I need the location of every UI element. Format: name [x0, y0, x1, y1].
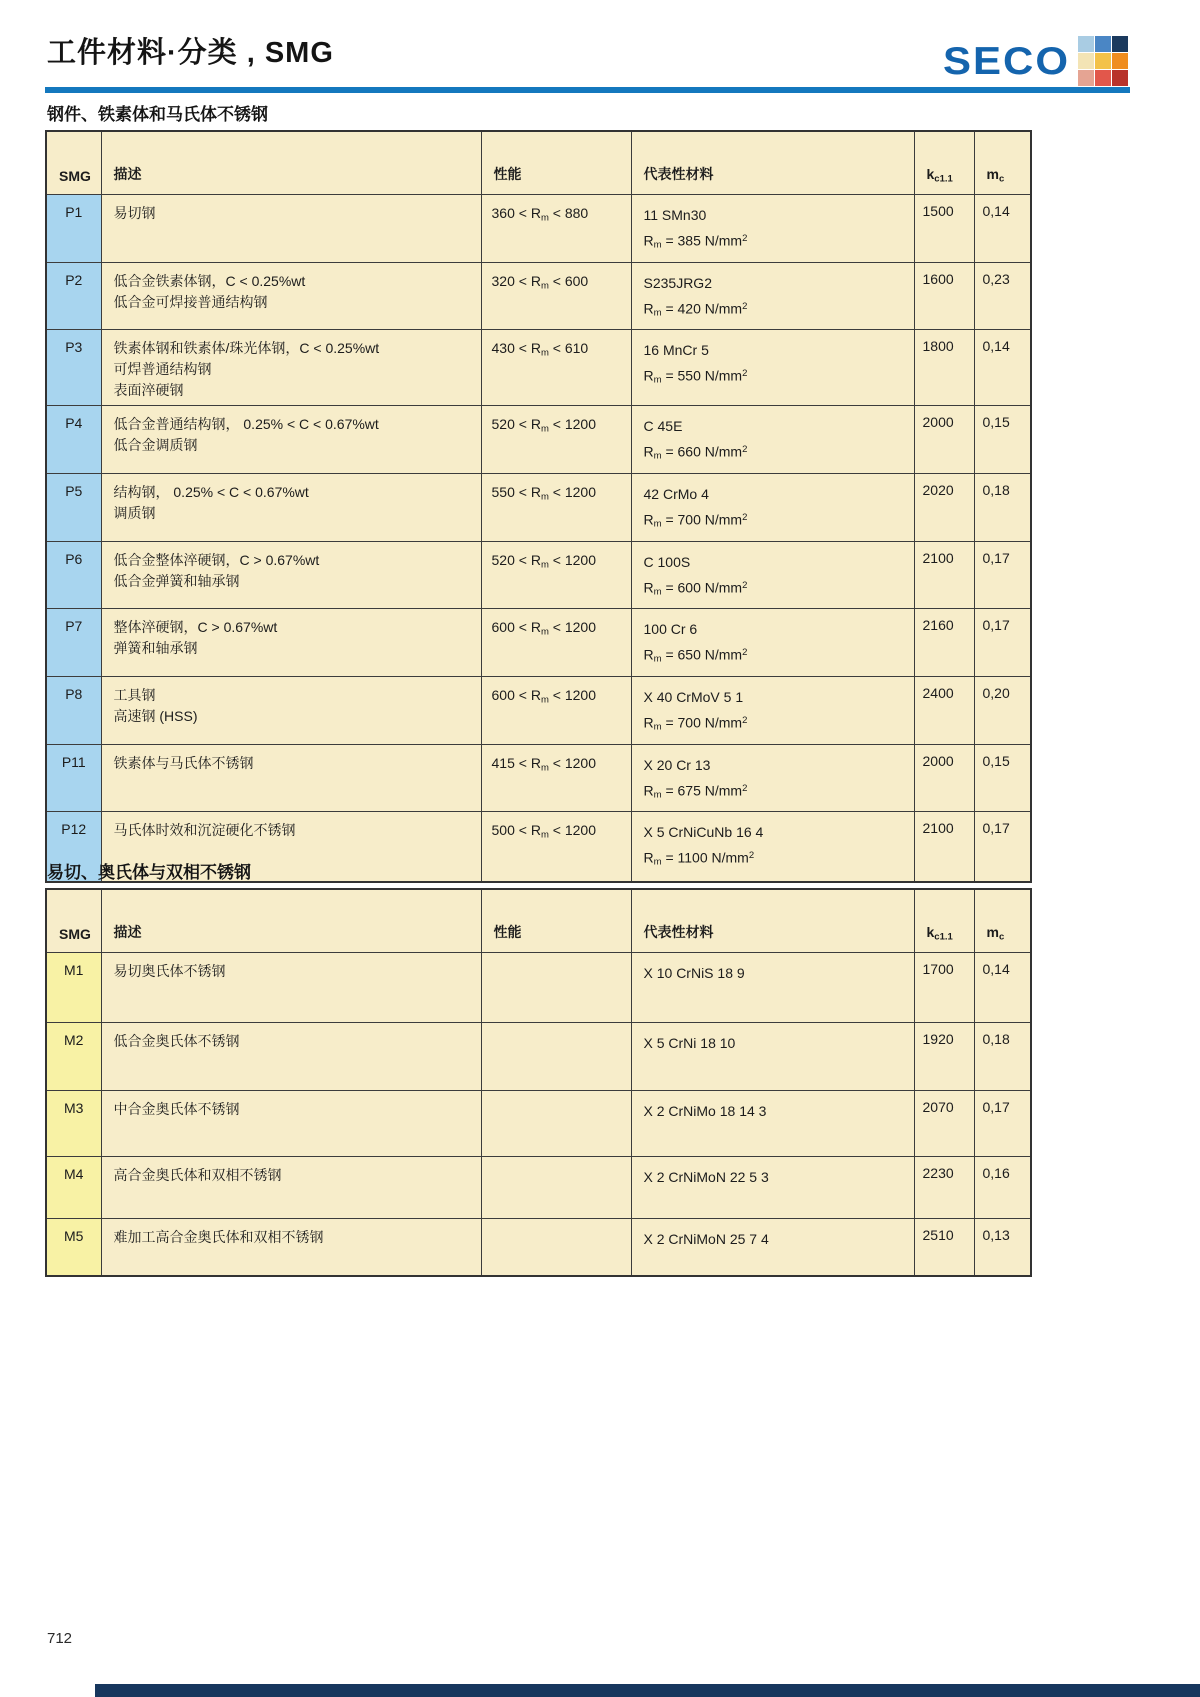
smg-cell: P7: [46, 609, 101, 677]
kc-cell: 1700: [914, 953, 974, 1023]
column-header-smg: SMG: [46, 131, 101, 195]
kc-cell: 2070: [914, 1091, 974, 1157]
smg-cell: M4: [46, 1157, 101, 1219]
kc-cell: 2000: [914, 406, 974, 474]
smg-cell: P11: [46, 744, 101, 812]
mc-cell: 0,23: [974, 262, 1031, 330]
performance-cell: [481, 1023, 631, 1091]
material-cell: 16 MnCr 5 $R_m = 550$ $N/mm^2$: [631, 330, 914, 406]
table-row: [46, 1157, 1031, 1219]
table-row: [46, 1023, 1031, 1091]
kc-cell: 2000: [914, 744, 974, 812]
column-header-mc: $m_c$: [974, 131, 1031, 195]
smg-cell: P3: [46, 330, 101, 406]
mc-cell: 0,15: [974, 744, 1031, 812]
table-header-row: [46, 131, 1031, 195]
table-row: [46, 609, 1031, 677]
material-cell: C 45E $R_m = 660$ $N/mm^2$: [631, 406, 914, 474]
material-cell: S235JRG2 $R_m = 420$ $N/mm^2$: [631, 262, 914, 330]
table-row: [46, 406, 1031, 474]
performance-cell: $360 < R_m < 880$: [481, 195, 631, 263]
smg-cell: P2: [46, 262, 101, 330]
description-cell: 马氏体时效和沉淀硬化不锈钢: [101, 812, 481, 882]
kc-cell: 2400: [914, 676, 974, 744]
material-cell: X 20 Cr 13 $R_m = 675$ $N/mm^2$: [631, 744, 914, 812]
mc-cell: 0,18: [974, 473, 1031, 541]
smg-cell: M5: [46, 1219, 101, 1276]
mc-cell: 0,15: [974, 406, 1031, 474]
table-row: [46, 195, 1031, 263]
material-cell: X 5 CrNiCuNb 16 4 $R_m = 1100$ $N/mm^2$: [631, 812, 914, 882]
performance-cell: [481, 953, 631, 1023]
smg-cell: P12: [46, 812, 101, 882]
kc-cell: 1600: [914, 262, 974, 330]
seco-logo-mark-icon: [1078, 36, 1128, 86]
section1-title: 钢件、铁素体和马氏体不锈钢: [47, 105, 268, 124]
kc-cell: 2020: [914, 473, 974, 541]
mc-cell: 0,14: [974, 330, 1031, 406]
description-cell: 低合金奥氏体不锈钢: [101, 1023, 481, 1091]
kc-cell: 1500: [914, 195, 974, 263]
performance-cell: [481, 1219, 631, 1276]
table-row: [46, 1219, 1031, 1276]
material-cell: C 100S $R_m = 600$ $N/mm^2$: [631, 541, 914, 609]
mc-cell: 0,17: [974, 609, 1031, 677]
table-row: [46, 473, 1031, 541]
description-cell: 中合金奥氏体不锈钢: [101, 1091, 481, 1157]
page-number: 712: [47, 1630, 73, 1647]
logo-square: [1078, 36, 1094, 52]
material-cell: X 2 CrNiMo 18 14 3: [631, 1091, 914, 1157]
smg-cell: M1: [46, 953, 101, 1023]
performance-cell: $550 < R_m < 1200$: [481, 473, 631, 541]
table-row: [46, 953, 1031, 1023]
mc-cell: 0,13: [974, 1219, 1031, 1276]
material-cell: X 10 CrNiS 18 9: [631, 953, 914, 1023]
column-header-description: 描述: [101, 131, 481, 195]
material-cell: X 2 CrNiMoN 25 7 4: [631, 1219, 914, 1276]
mc-cell: 0,16: [974, 1157, 1031, 1219]
kc-cell: 2100: [914, 541, 974, 609]
column-header-smg: SMG: [46, 889, 101, 953]
smg-cell: P8: [46, 676, 101, 744]
mc-cell: 0,17: [974, 1091, 1031, 1157]
performance-cell: [481, 1091, 631, 1157]
table-row: [46, 330, 1031, 406]
material-cell: 42 CrMo 4 $R_m = 700$ $N/mm^2$: [631, 473, 914, 541]
footer-bar: [95, 1684, 1200, 1697]
kc-cell: 1920: [914, 1023, 974, 1091]
logo-square: [1095, 36, 1111, 52]
description-cell: 低合金整体淬硬钢，C > 0.67%wt 低合金弹簧和轴承钢: [101, 541, 481, 609]
performance-cell: [481, 1157, 631, 1219]
performance-cell: $600 < R_m < 1200$: [481, 676, 631, 744]
description-cell: 工具钢 高速钢 (HSS): [101, 676, 481, 744]
logo-square: [1112, 53, 1128, 69]
kc-cell: 2510: [914, 1219, 974, 1276]
column-header-performance: 性能: [481, 131, 631, 195]
performance-cell: $520 < R_m < 1200$: [481, 541, 631, 609]
description-cell: 易切奥氏体不锈钢: [101, 953, 481, 1023]
description-cell: 结构钢， 0.25% < C < 0.67%wt 调质钢: [101, 473, 481, 541]
material-cell: X 40 CrMoV 5 1 $R_m = 700$ $N/mm^2$: [631, 676, 914, 744]
description-cell: 难加工高合金奥氏体和双相不锈钢: [101, 1219, 481, 1276]
kc-cell: 2100: [914, 812, 974, 882]
column-header-material: 代表性材料: [631, 889, 914, 953]
smg-cell: P6: [46, 541, 101, 609]
column-header-kc: $k_{c1.1}$: [914, 889, 974, 953]
performance-cell: $415 < R_m < 1200$: [481, 744, 631, 812]
mc-cell: 0,14: [974, 953, 1031, 1023]
description-cell: 铁素体钢和铁素体/珠光体钢，C < 0.25%wt 可焊普通结构钢 表面淬硬钢: [101, 330, 481, 406]
mc-cell: 0,17: [974, 541, 1031, 609]
smg-cell: P1: [46, 195, 101, 263]
mc-cell: 0,14: [974, 195, 1031, 263]
table-header-row: [46, 889, 1031, 953]
logo-square: [1078, 53, 1094, 69]
header-divider: [45, 87, 1130, 93]
performance-cell: $320 < R_m < 600$: [481, 262, 631, 330]
table-row: [46, 262, 1031, 330]
page-title: 工件材料·分类 , SMG: [47, 37, 334, 69]
performance-cell: $430 < R_m < 610$: [481, 330, 631, 406]
description-cell: 低合金铁素体钢，C < 0.25%wt 低合金可焊接普通结构钢: [101, 262, 481, 330]
smg-cell: P5: [46, 473, 101, 541]
description-cell: 高合金奥氏体和双相不锈钢: [101, 1157, 481, 1219]
logo-square: [1095, 70, 1111, 86]
table-row: [46, 1091, 1031, 1157]
smg-cell: M2: [46, 1023, 101, 1091]
seco-logo-text: SECO: [942, 38, 1070, 83]
mc-cell: 0,18: [974, 1023, 1031, 1091]
performance-cell: $600 < R_m < 1200$: [481, 609, 631, 677]
kc-cell: 1800: [914, 330, 974, 406]
material-cell: X 2 CrNiMoN 22 5 3: [631, 1157, 914, 1219]
mc-cell: 0,17: [974, 812, 1031, 882]
material-cell: 11 SMn30 $R_m = 385$ $N/mm^2$: [631, 195, 914, 263]
kc-cell: 2230: [914, 1157, 974, 1219]
stainless-materials-table: [45, 888, 1032, 1277]
description-cell: 低合金普通结构钢， 0.25% < C < 0.67%wt 低合金调质钢: [101, 406, 481, 474]
column-header-kc: $k_{c1.1}$: [914, 131, 974, 195]
description-cell: 整体淬硬钢，C > 0.67%wt 弹簧和轴承钢: [101, 609, 481, 677]
table-row: [46, 744, 1031, 812]
mc-cell: 0,20: [974, 676, 1031, 744]
material-cell: X 5 CrNi 18 10: [631, 1023, 914, 1091]
logo-square: [1112, 70, 1128, 86]
description-cell: 易切钢: [101, 195, 481, 263]
column-header-description: 描述: [101, 889, 481, 953]
kc-cell: 2160: [914, 609, 974, 677]
smg-cell: P4: [46, 406, 101, 474]
column-header-material: 代表性材料: [631, 131, 914, 195]
smg-cell: M3: [46, 1091, 101, 1157]
description-cell: 铁素体与马氏体不锈钢: [101, 744, 481, 812]
logo-square: [1078, 70, 1094, 86]
table-row: [46, 541, 1031, 609]
performance-cell: $500 < R_m < 1200$: [481, 812, 631, 882]
column-header-performance: 性能: [481, 889, 631, 953]
column-header-mc: $m_c$: [974, 889, 1031, 953]
seco-logo: [943, 36, 1128, 86]
section2-title: 易切、奥氏体与双相不锈钢: [47, 863, 251, 882]
logo-square: [1112, 36, 1128, 52]
steel-materials-table: [45, 130, 1032, 883]
logo-square: [1095, 53, 1111, 69]
table-row: [46, 676, 1031, 744]
material-cell: 100 Cr 6 $R_m = 650$ $N/mm^2$: [631, 609, 914, 677]
performance-cell: $520 < R_m < 1200$: [481, 406, 631, 474]
